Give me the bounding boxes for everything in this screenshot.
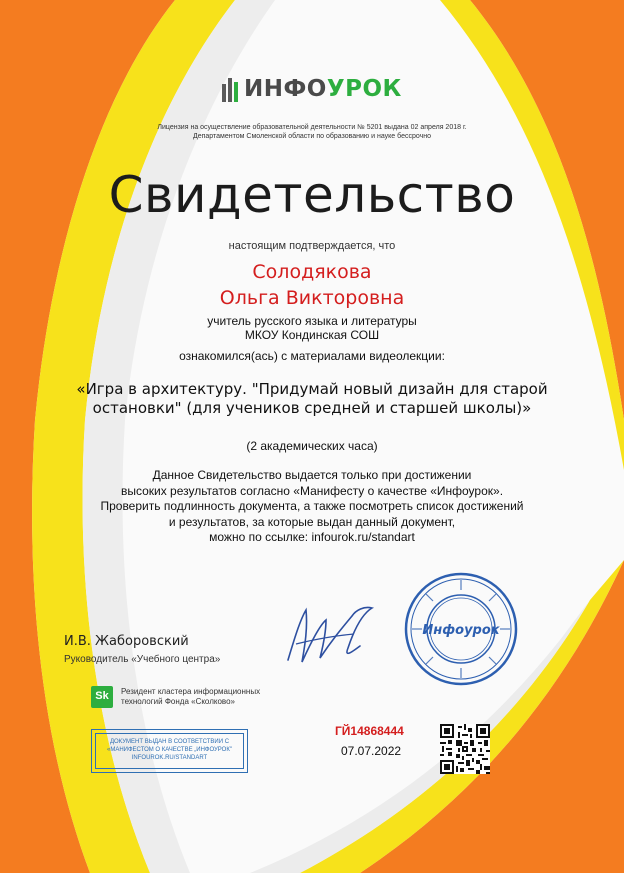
course-hours: (2 академических часа): [246, 439, 378, 453]
manifesto-stamp: [91, 729, 248, 773]
recipient-school: МКОУ Кондинская СОШ: [244, 328, 380, 342]
skolkovo-text: [121, 687, 260, 707]
logo-text: [244, 76, 402, 102]
skolkovo-logo: Sk: [91, 686, 113, 708]
recipient-position: [0, 314, 624, 342]
skolkovo-line-2: технологий Фонда «Сколково»: [121, 697, 235, 706]
logo-text-part2: УРОК: [326, 76, 402, 102]
manifesto-line-2: «МАНИФЕСТОМ О КАЧЕСТВЕ „ИНФОУРОК": [107, 747, 232, 753]
course-title-line-2: остановки" (для учеников средней и старшей школы)»: [92, 399, 532, 417]
director-name: И.В. Жаборовский: [64, 634, 189, 649]
description-line: и результатов, за которые выдан данный документ,: [168, 514, 456, 529]
recipient-given-name: Ольга Викторовна: [219, 287, 405, 309]
certificate-title: Свидетельство: [108, 166, 516, 224]
manifesto-line-1: ДОКУМЕНТ ВЫДАН В СООТВЕТСТВИИ С: [109, 739, 230, 745]
license-text: [0, 123, 624, 141]
svg-text:Инфоурок: Инфоурок: [422, 623, 500, 638]
infourok-logo-icon: [222, 78, 242, 104]
document-date: 07.07.2022: [341, 744, 402, 758]
infourok-logo: [222, 76, 402, 106]
course-title-line-1: «Игра в архитектуру. "Придумай новый дизайн для старой: [76, 380, 548, 398]
logo-text-part1: ИНФО: [244, 76, 327, 102]
description-text: [0, 468, 624, 546]
description-line: Проверить подлинность документа, а также посмотреть список достижений: [100, 499, 524, 513]
recipient-role: учитель русского языка и литературы: [207, 314, 417, 328]
skolkovo-line-1: Резидент кластера информационных: [121, 687, 261, 696]
document-id: ГЙ14868444: [335, 724, 404, 738]
course-title: [0, 380, 624, 418]
official-seal: [404, 572, 518, 686]
qr-code-icon[interactable]: [440, 724, 490, 774]
description-line: можно по ссылке: infourok.ru/standart: [209, 530, 415, 544]
recipient-name: [0, 259, 624, 311]
recipient-surname: Солодякова: [252, 261, 372, 283]
license-line-1: Лицензия на осуществление образовательной деятельности № 5201 выдана 02 апреля 2018 г.: [157, 124, 467, 131]
manifesto-line-3: INFOUROK.RU/STANDART: [131, 755, 208, 761]
license-line-2: Департаментом Смоленской области по образованию и науке бессрочно: [192, 133, 432, 140]
manifesto-stamp-inner: [95, 733, 244, 769]
description-line: высоких результатов согласно «Манифесту о качестве «Инфоурок».: [120, 483, 504, 498]
studied-text: ознакомился(ась) с материалами видеолекции:: [179, 349, 445, 363]
confirm-text: настоящим подтверждается, что: [228, 240, 396, 252]
description-line: Данное Свидетельство выдается только при достижении: [152, 468, 472, 482]
director-role: Руководитель «Учебного центра»: [64, 654, 221, 665]
director-signature: [282, 600, 382, 670]
